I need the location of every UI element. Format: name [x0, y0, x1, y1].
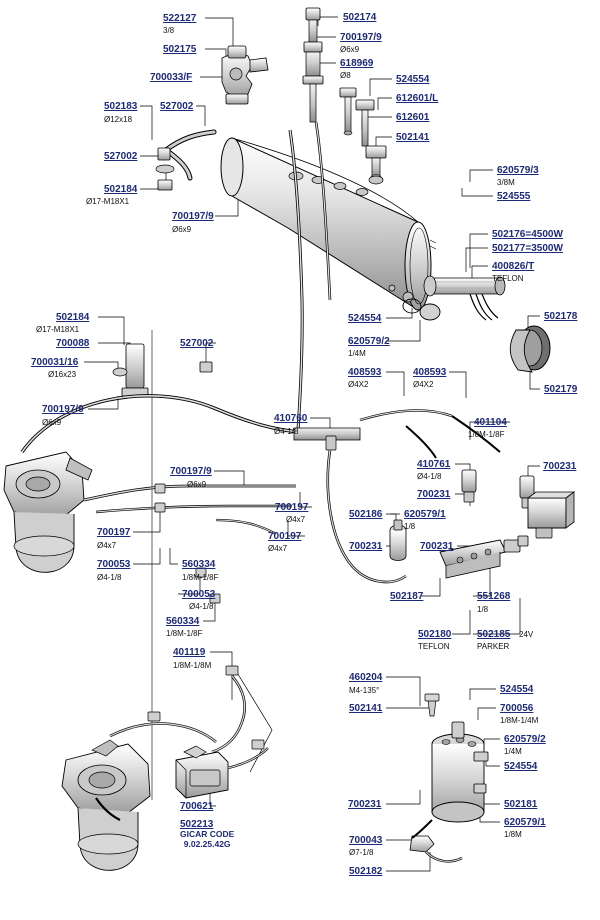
part-number-l82: 502185 — [477, 629, 511, 640]
part-number-l10: 524554 — [396, 74, 430, 85]
part-number-l71: 700053 — [182, 589, 216, 600]
part-number-l38: 502184 — [56, 312, 90, 323]
part-spec-l59: Ø4x7 — [268, 544, 288, 553]
part-number-l36: 408593 — [413, 367, 447, 378]
part-spec-l57: Ø4x7 — [286, 515, 306, 524]
part-number-l100: 502182 — [349, 866, 383, 877]
part-number-l101: 700621 — [180, 801, 214, 812]
part-number-l54: 700197/9 — [170, 466, 212, 477]
part-number-l65: 700197 — [97, 527, 131, 538]
part-number-l13: 502141 — [396, 132, 430, 143]
part-number-l85: 460204 — [349, 672, 383, 683]
part-number-l25: 502176=4500W — [492, 229, 563, 240]
part-number-l64: 700231 — [420, 541, 454, 552]
part-spec-l76: 1/8M-1/8M — [173, 661, 212, 670]
part-number-l12: 612601 — [396, 112, 430, 123]
part-number-l22: 620579/3 — [497, 165, 539, 176]
part-spec-l39: Ø17-M18X1 — [36, 325, 80, 334]
part-number-l4: 700033/F — [150, 72, 193, 83]
part-number-l60: 502186 — [349, 509, 383, 520]
part-spec-l99: Ø7-1/8 — [349, 848, 374, 857]
part-number-l31: 524554 — [348, 313, 382, 324]
part-spec-l19: Ø17-M18X1 — [86, 197, 130, 206]
part-number-l53: 700231 — [417, 489, 451, 500]
part-number-l56: 700197 — [275, 502, 309, 513]
part-number-l11: 612601/L — [396, 93, 439, 104]
part-spec-l49: 1/8M-1/8F — [468, 430, 505, 439]
part-number-l50: 410761 — [417, 459, 451, 470]
part-spec-l42: Ø16x23 — [48, 370, 77, 379]
part-number-l77: 502187 — [390, 591, 424, 602]
gicar-code-line2: 9.02.25.42G — [183, 838, 231, 849]
part-spec-l47: Ø4-1/8 — [274, 427, 299, 436]
part-number-l27: 400826/T — [492, 261, 535, 272]
part-number-l87: 502141 — [349, 703, 383, 714]
part-spec-l51: Ø4-1/8 — [417, 472, 442, 481]
part-spec-l97: 1/8M — [504, 830, 522, 839]
part-number-l44: 700197/9 — [42, 404, 84, 415]
valve-block — [328, 410, 577, 582]
part-number-l24: 524555 — [497, 191, 531, 202]
part-spec-l83: 24V — [519, 630, 534, 639]
part-spec-l21: Ø6x9 — [172, 225, 192, 234]
part-number-l26: 502177=3500W — [492, 243, 563, 254]
part-number-l1: 522127 — [163, 13, 197, 24]
part-number-l102: 502213 — [180, 819, 214, 830]
part-spec-l23: 3/8M — [497, 178, 515, 187]
part-number-l89: 700056 — [500, 703, 534, 714]
part-spec-l2: 3/8 — [163, 26, 175, 35]
part-number-l58: 700197 — [268, 531, 302, 542]
part-number-l15: 527002 — [160, 101, 194, 112]
part-number-l41: 700031/16 — [31, 357, 79, 368]
hoses-upper — [290, 122, 330, 430]
part-number-l3: 502175 — [163, 44, 197, 55]
gicar-code-block — [180, 830, 234, 849]
part-spec-l81: TEFLON — [418, 642, 450, 651]
part-spec-l37: Ø4X2 — [413, 380, 434, 389]
part-number-l69: 560334 — [182, 559, 216, 570]
part-number-l40: 700088 — [56, 338, 90, 349]
part-number-l34: 408593 — [348, 367, 382, 378]
part-spec-l62: 1/8 — [404, 522, 416, 531]
part-spec-l74: 1/8M-1/8F — [166, 629, 203, 638]
group-head-lower — [62, 666, 268, 870]
part-number-l93: 524554 — [504, 761, 538, 772]
gicar-code-line1: GICAR CODE — [180, 829, 235, 839]
part-spec-l16: Ø12x18 — [104, 115, 133, 124]
part-number-l73: 560334 — [166, 616, 200, 627]
part-number-l63: 700231 — [349, 541, 383, 552]
part-number-l96: 620579/1 — [504, 817, 546, 828]
part-number-l6: 700197/9 — [340, 32, 382, 43]
part-number-l18: 502184 — [104, 184, 138, 195]
part-spec-l68: Ø4-1/8 — [97, 573, 122, 582]
part-spec-l7: Ø6x9 — [340, 45, 360, 54]
part-number-l52: 700231 — [543, 461, 577, 472]
part-number-l80: 502180 — [418, 629, 452, 640]
part-spec-l72: Ø4-1/8 — [189, 602, 214, 611]
part-spec-l90: 1/8M-1/4M — [500, 716, 539, 725]
part-number-l14: 502183 — [104, 101, 138, 112]
part-number-l32: 620579/2 — [348, 336, 390, 347]
part-number-l88: 524554 — [500, 684, 534, 695]
part-spec-l86: M4-135° — [349, 686, 380, 695]
part-number-l5: 502174 — [343, 12, 377, 23]
part-number-l67: 700053 — [97, 559, 131, 570]
part-number-l95: 502181 — [504, 799, 538, 810]
part-number-l30: 502179 — [544, 384, 578, 395]
part-spec-l9: Ø8 — [340, 71, 351, 80]
part-number-l94: 700231 — [348, 799, 382, 810]
part-spec-l55: Ø6x9 — [187, 480, 207, 489]
part-number-l78: 551268 — [477, 591, 511, 602]
part-number-l61: 620579/1 — [404, 509, 446, 520]
part-spec-l92: 1/4M — [504, 747, 522, 756]
part-number-l46: 410760 — [274, 413, 308, 424]
part-number-l43: 527002 — [180, 338, 214, 349]
part-number-l91: 620579/2 — [504, 734, 546, 745]
part-number-l20: 700197/9 — [172, 211, 214, 222]
part-number-l98: 700043 — [349, 835, 383, 846]
part-spec-l28: TEFLON — [492, 274, 524, 283]
part-spec-l70: 1/8M-1/8F — [182, 573, 219, 582]
pump-assembly — [410, 694, 488, 861]
part-spec-l79: 1/8 — [477, 605, 489, 614]
part-number-l48: 401104 — [474, 417, 507, 428]
part-spec-l33: 1/4M — [348, 349, 366, 358]
part-spec-l66: Ø4x7 — [97, 541, 117, 550]
part-spec-l45: Ø6x9 — [42, 418, 62, 427]
part-spec-l35: Ø4X2 — [348, 380, 369, 389]
part-number-l17: 527002 — [104, 151, 138, 162]
part-number-l8: 618969 — [340, 58, 374, 69]
part-number-l75: 401119 — [173, 647, 206, 658]
part-spec-l84: PARKER — [477, 642, 510, 651]
part-number-l29: 502178 — [544, 311, 578, 322]
